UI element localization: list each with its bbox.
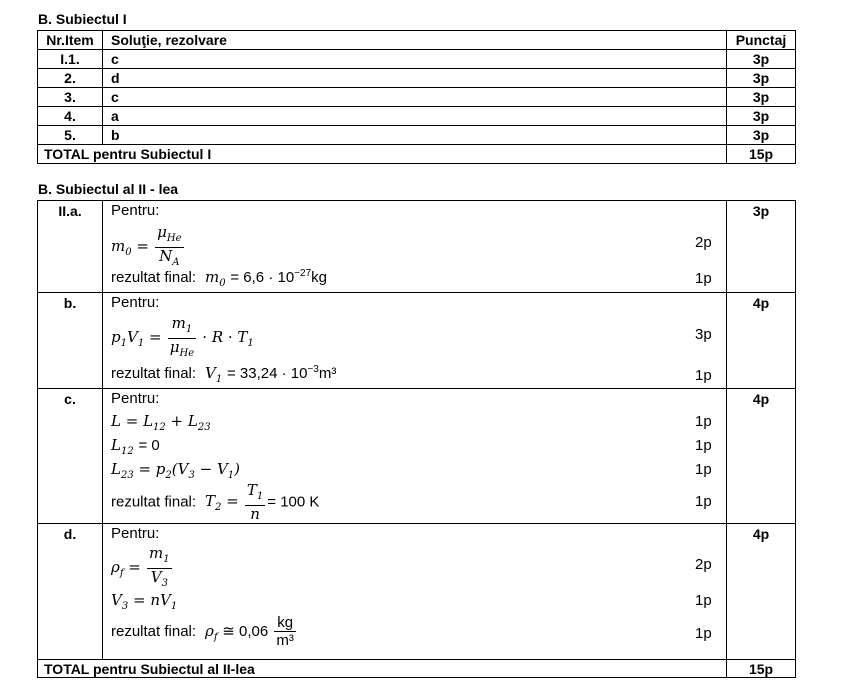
total-points: 15p: [727, 145, 796, 164]
unit-numerator: kg: [274, 615, 296, 632]
section1-table: [37, 30, 796, 164]
result-line: rezultat final: $\rho_f$ ≅ 0,06 $\frac{kg}{\text{m³}}$: [111, 614, 294, 649]
total-points: 15p: [727, 660, 796, 678]
table-row: [38, 293, 796, 389]
result-unit: kg: [311, 269, 327, 286]
result-value: = 33,24 · 10: [226, 365, 308, 382]
formula-density: $\rho_f$ = $\frac{m_1}{V_3}$: [111, 544, 170, 589]
table-row: [38, 126, 796, 145]
item-solution: [103, 293, 727, 389]
item-points: 4p: [727, 389, 796, 524]
result-line: rezultat final: $m_0 = 6,6 \cdot 10^{-27}kg$: [111, 268, 327, 289]
item-points: 4p: [727, 524, 796, 660]
result-line: rezultat final: $V_1 = 33,24 \cdot 10^{-3}m^3$: [111, 364, 337, 385]
item-label: b.: [38, 293, 103, 389]
item-number: 5.: [38, 126, 103, 145]
table-row: [38, 50, 796, 69]
table-row: [38, 201, 796, 293]
unit-denominator: m³: [276, 632, 294, 649]
item-answer: b: [103, 126, 727, 145]
item-answer: a: [103, 107, 727, 126]
item-points: 3p: [727, 126, 796, 145]
item-number: 4.: [38, 107, 103, 126]
pentru-label: Pentru:: [111, 202, 160, 219]
result-value: = 6,6 · 10: [230, 269, 295, 286]
formula-l23: $L_{23} = p_2(V_3 - V_1)$: [111, 460, 241, 481]
line-points: 3p: [695, 326, 712, 343]
table-row: [38, 107, 796, 126]
result-value: ≅ 0,06: [222, 622, 269, 640]
item-answer: d: [103, 69, 727, 88]
table-row: [38, 69, 796, 88]
line-points: 1p: [695, 367, 712, 384]
total-label: TOTAL pentru Subiectul al II-lea: [38, 660, 727, 678]
item-number: 3.: [38, 88, 103, 107]
result-exponent: −27: [294, 268, 312, 279]
item-solution: [103, 389, 727, 524]
line-points: 1p: [695, 413, 712, 430]
table-row: [38, 389, 796, 524]
formula-v3: $V_3 = nV_1$: [111, 591, 178, 612]
line-points: 2p: [695, 234, 712, 251]
item-points: 4p: [727, 293, 796, 389]
formula-l12: $L_{12} = 0$: [111, 436, 160, 457]
l12-value: = 0: [138, 437, 160, 454]
line-points: 1p: [695, 625, 712, 642]
formula-state-eq: $p_1V_1$ = $\frac{m_1}{\mu_{He}}$ · $R \cdot T_1$: [111, 314, 254, 359]
item-answer: c: [103, 88, 727, 107]
item-number: 2.: [38, 69, 103, 88]
result-value: = 100 K: [267, 493, 320, 511]
line-points: 2p: [695, 556, 712, 573]
table-row: [38, 88, 796, 107]
section2-table: [37, 200, 796, 678]
section1-title: B. Subiectul I: [38, 11, 127, 27]
line-points: 1p: [695, 493, 712, 510]
item-points: 3p: [727, 107, 796, 126]
result-unit: m³: [318, 365, 337, 382]
item-answer: c: [103, 50, 727, 69]
result-label: rezultat final:: [111, 622, 197, 640]
item-number: I.1.: [38, 50, 103, 69]
result-line: rezultat final: $T_2$ = $\frac{T_1}{n}$ = 100 K: [111, 481, 320, 523]
item-points: 3p: [727, 88, 796, 107]
header-item: Nr.Item: [38, 31, 103, 50]
table-header-row: [38, 31, 796, 50]
pentru-label: Pentru:: [111, 525, 160, 542]
result-label: rezultat final:: [111, 493, 197, 511]
item-label: d.: [38, 524, 103, 660]
total-label: TOTAL pentru Subiectul I: [38, 145, 727, 164]
item-points: 3p: [727, 69, 796, 88]
line-points: 1p: [695, 437, 712, 454]
header-points: Punctaj: [727, 31, 796, 50]
item-points: 3p: [727, 201, 796, 293]
item-label: II.a.: [38, 201, 103, 293]
table-row: [38, 524, 796, 660]
result-label: rezultat final:: [111, 269, 197, 286]
line-points: 1p: [695, 270, 712, 287]
line-points: 1p: [695, 592, 712, 609]
pentru-label: Pentru:: [111, 294, 160, 311]
section2-title: B. Subiectul al II - lea: [38, 181, 179, 197]
result-label: rezultat final:: [111, 365, 197, 382]
result-exponent: −3: [307, 364, 319, 375]
line-points: 1p: [695, 461, 712, 478]
item-solution: [103, 524, 727, 660]
item-label: c.: [38, 389, 103, 524]
header-solution: Soluţie, rezolvare: [103, 31, 727, 50]
item-solution: [103, 201, 727, 293]
formula-work-total: $L = L_{12} + L_{23}$: [111, 412, 211, 433]
formula-m0: $m_0$ = $\frac{\mu_{He}}{N_A}$: [111, 223, 182, 268]
item-points: 3p: [727, 50, 796, 69]
total-row: [38, 660, 796, 678]
total-row: [38, 145, 796, 164]
pentru-label: Pentru:: [111, 390, 160, 407]
